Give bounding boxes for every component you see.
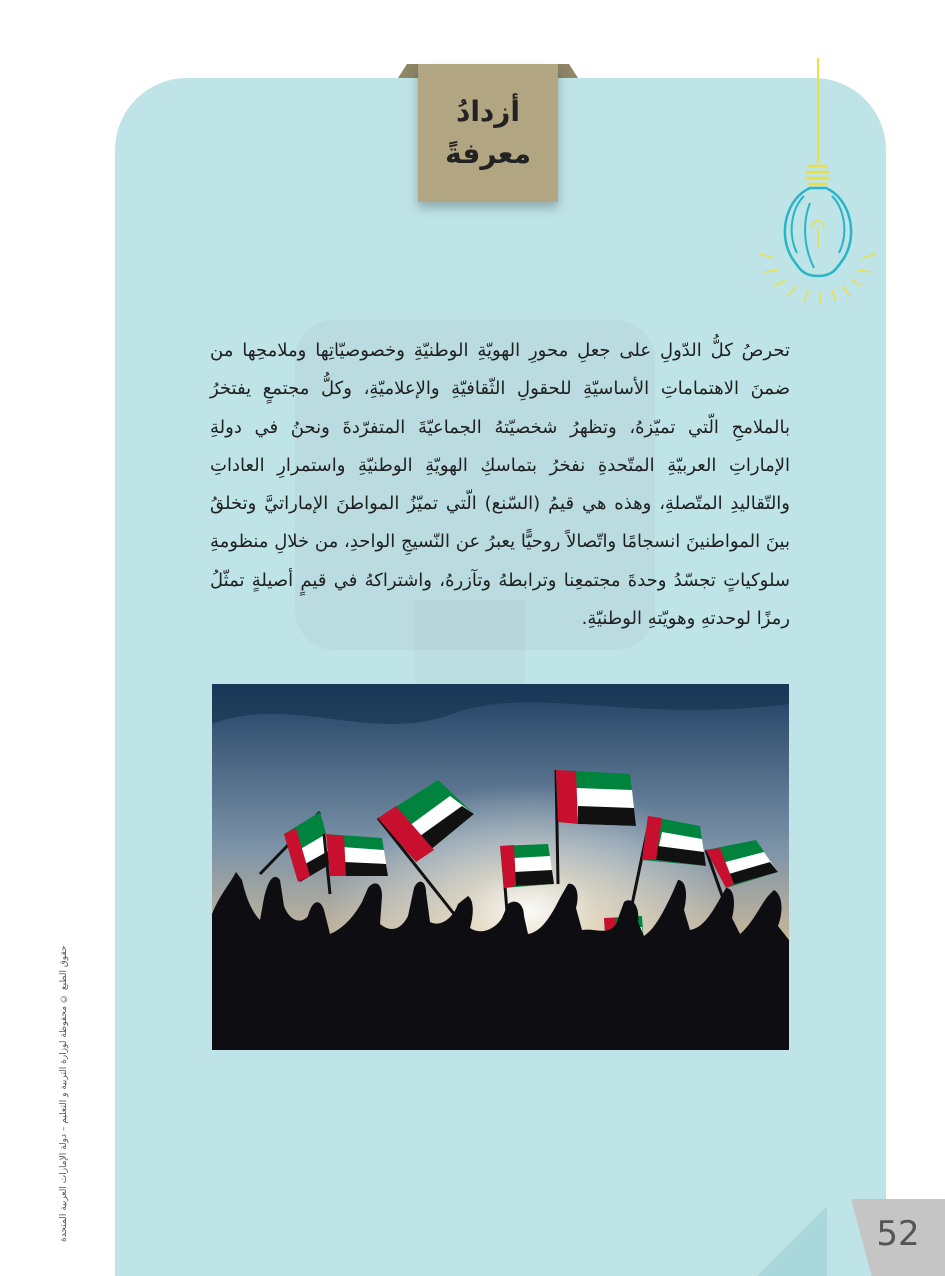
lightbulb-icon [752, 58, 882, 308]
flags-photo [212, 684, 789, 1050]
panel-corner-fold [757, 1206, 827, 1276]
ribbon-title-line2: معرفةً [445, 137, 531, 170]
body-paragraph: تحرصُ كلُّ الدّولِ على جعلِ محورِ الهويّةِ الوطنيّةِ وخصوصيّاتِها وملامحِها من ضمنَ الاهتماماتِ الأساسيّةِ للحقولِ الثّقافيّةِ والإعلاميّةِ، وكلُّ مجتمعٍ يفتخرُ بالملامحِ الّتي تميّزهُ، وتظهرُ شخصيّتهُ الجماعيّةَ المتفرّدةَ ونحنُ في دولةِ الإماراتِ العربيّةِ المتّحدةِ نفخرُ بتماسكِ الهويّةِ الوطنيّةِ واستمرارِ العاداتِ والتّقاليدِ المتّصلةِ، وهذه هي قيمُ (السّنع) الّتي تميّزُ المواطنَ الإماراتيَّ وتخلقُ بينَ المواطنينَ انسجامًا واتّصالاً روحيًّا يعبرُ عن النّسيجِ الواحدِ، من خلالِ منظومةِ سلوكياتٍ تجسّدُ وحدةَ مجتمعِنا وترابطهُ وتآزرهُ، واشتراكهُ في قيمٍ أصيلةٍ تمثّلُ رمزًا لوحدتهِ وهويّتهِ الوطنيّةِ. [210, 340, 790, 630]
section-ribbon [418, 64, 558, 202]
ribbon-title-line1: أزدادُ [455, 95, 521, 128]
crowd-with-flags-image [212, 684, 789, 1050]
copyright-note: حقوق الطبع © محفوظة لوزارة التربية و التعليم – دولة الإمارات العربية المتحدة [59, 945, 69, 1242]
page-number: 52 [876, 1214, 920, 1254]
